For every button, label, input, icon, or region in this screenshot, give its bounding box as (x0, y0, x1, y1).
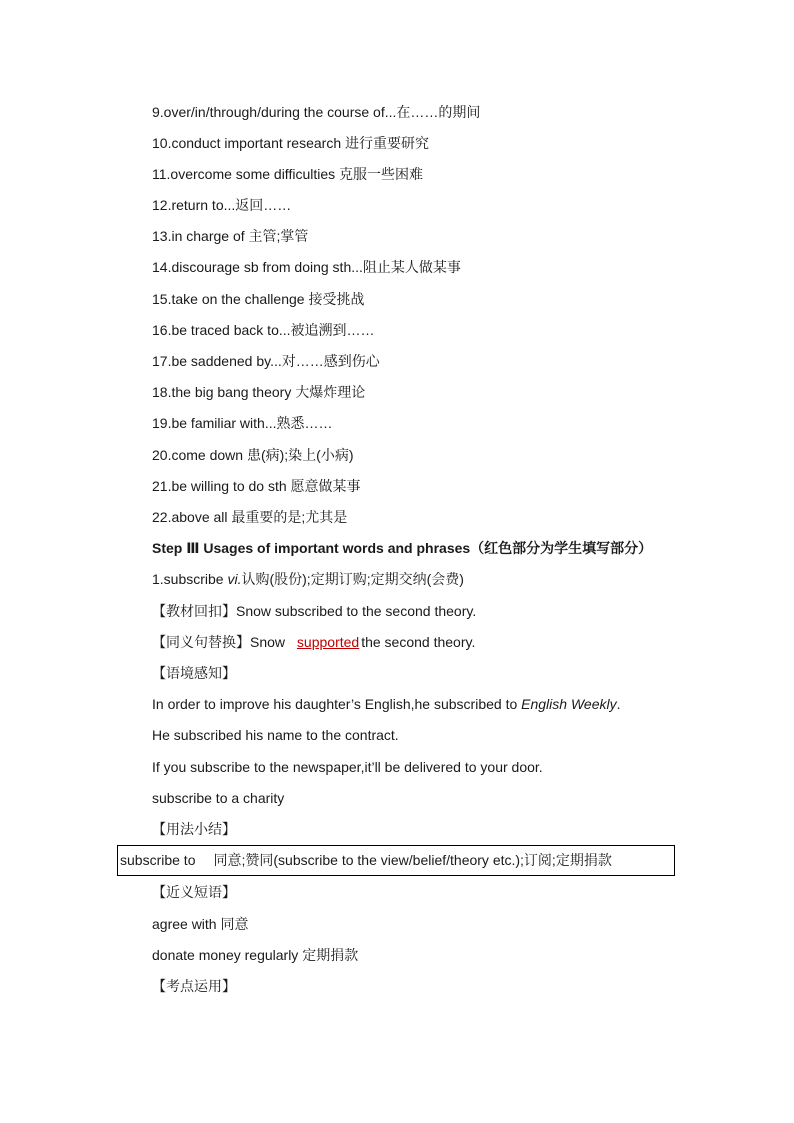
phrase-item: 9.over/in/through/during the course of...在……的期间 (152, 104, 481, 120)
context-example: subscribe to a charity (152, 790, 285, 806)
context-example: He subscribed his name to the contract. (152, 727, 399, 743)
synonym-sentence-start: Snow (250, 634, 289, 650)
usage-summary-box (117, 845, 675, 876)
synonym-label: 【同义句替换】 (152, 634, 250, 650)
textbook-sentence: Snow subscribed to the second theory. (236, 603, 477, 619)
example-text-end: . (616, 696, 621, 712)
word-meaning: 认购(股份);定期订购;定期交纳(会费) (241, 571, 464, 587)
exam-application-label: 【考点运用】 (152, 978, 236, 994)
textbook-review (152, 602, 476, 620)
usage-description: 同意;赞同(subscribe to the view/belief/theory etc.);订阅;定期捐款 (213, 852, 612, 868)
section-heading: Step Ⅲ Usages of important words and phrases（红色部分为学生填写部分） (152, 540, 653, 556)
magazine-title: English Weekly (521, 696, 617, 712)
word-number-term: 1.subscribe (152, 571, 228, 587)
context-example (152, 695, 620, 713)
phrase-item: 21.be willing to do sth 愿意做某事 (152, 478, 361, 494)
phrase-item: 14.discourage sb from doing sth...阻止某人做某事 (152, 259, 461, 275)
usage-term: subscribe to (120, 852, 196, 868)
part-of-speech: vi. (227, 571, 242, 587)
context-example: If you subscribe to the newspaper,it’ll be delivered to your door. (152, 759, 543, 775)
phrase-item: 17.be saddened by...对……感到伤心 (152, 353, 380, 369)
near-synonym-item: donate money regularly 定期捐款 (152, 947, 359, 963)
textbook-label: 【教材回扣】 (152, 603, 236, 619)
phrase-item: 10.conduct important research 进行重要研究 (152, 135, 429, 151)
synonym-replacement (152, 633, 475, 651)
phrase-item: 20.come down 患(病);染上(小病) (152, 447, 354, 463)
phrase-item: 13.in charge of 主管;掌管 (152, 228, 309, 244)
example-text: In order to improve his daughter’s English,he subscribed to (152, 696, 522, 712)
phrase-item: 15.take on the challenge 接受挑战 (152, 291, 365, 307)
phrase-item: 22.above all 最重要的是;尤其是 (152, 509, 348, 525)
usage-summary-label: 【用法小结】 (152, 821, 236, 837)
phrase-item: 12.return to...返回…… (152, 197, 292, 213)
synonym-sentence-end: the second theory. (361, 634, 476, 650)
phrase-item: 19.be familiar with...熟悉…… (152, 415, 333, 431)
near-synonym-item: agree with 同意 (152, 916, 249, 932)
answer-blank: supported (296, 634, 360, 650)
near-synonym-label: 【近义短语】 (152, 884, 236, 900)
word-entry (152, 570, 464, 588)
phrase-item: 16.be traced back to...被追溯到…… (152, 322, 375, 338)
phrase-item: 18.the big bang theory 大爆炸理论 (152, 384, 366, 400)
context-label: 【语境感知】 (152, 665, 236, 681)
phrase-item: 11.overcome some difficulties 克服一些困难 (152, 166, 424, 182)
